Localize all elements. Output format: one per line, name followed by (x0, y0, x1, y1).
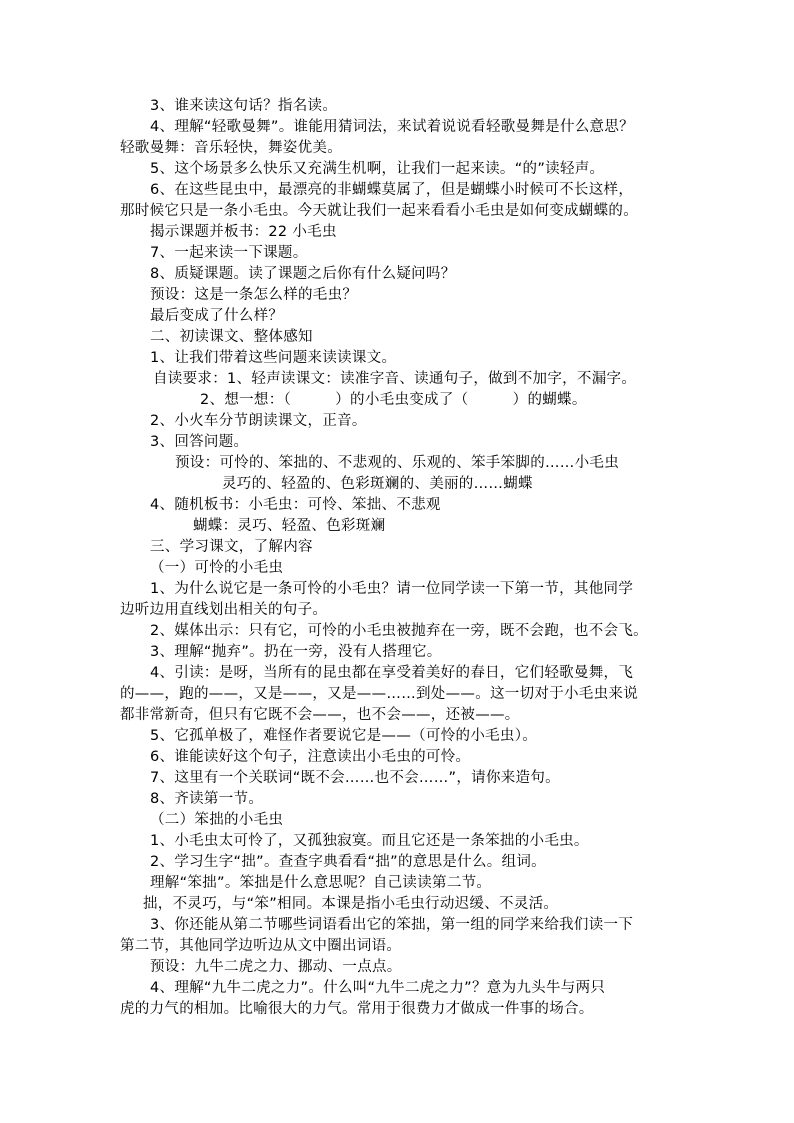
text-line: 1、让我们带着这些问题来读读课文。 (150, 350, 397, 366)
text-line: 预设：这是一条怎么样的毛虫？ (150, 287, 358, 303)
subsection-heading: （二）笨拙的小毛虫 (150, 812, 284, 828)
text-line: 1、小毛虫太可怜了，又孤独寂寞。而且它还是一条笨拙的小毛虫。 (150, 833, 589, 849)
text-line: 2、想一想：（ ）的小毛虫变成了（ ）的蝴蝶。 (200, 392, 587, 408)
text-line: 3、谁来读这句话？指名读。 (150, 98, 338, 114)
text-line: 4、随机板书：小毛虫：可怜、笨拙、不悲观 (150, 497, 441, 513)
text-line: 预设：可怜的、笨拙的、不悲观的、乐观的、笨手笨脚的……小毛虫 (175, 455, 619, 471)
text-line: 都非常新奇，但只有它既不会——，也不会——，还被——。 (120, 707, 520, 723)
text-line: 6、谁能读好这个句子，注意读出小毛虫的可怜。 (150, 749, 471, 765)
text-line: 7、一起来读一下课题。 (150, 245, 308, 261)
text-line: 预设：九牛二虎之力、挪动、一点点。 (150, 959, 402, 975)
text-line: 拙，不灵巧，与“笨”相同。本课是指小毛虫行动迟缓、不灵活。 (143, 896, 559, 912)
text-line: 边听边用直线划出相关的句子。 (120, 602, 328, 618)
text-line: 自读要求：1、轻声读课文：读准字音、读通句子，做到不加字，不漏字。 (153, 371, 637, 387)
text-line: 2、小火车分节朗读课文，正音。 (150, 413, 367, 429)
text-line: 2、媒体出示：只有它，可怜的小毛虫被抛弃在一旁，既不会跑，也不会飞。 (150, 623, 648, 639)
text-line: 7、这里有一个关联词“既不会……也不会……”，请你来造句。 (150, 770, 560, 786)
text-line: 理解“笨拙”。笨拙是什么意思呢？自己读读第二节。 (150, 875, 492, 891)
text-line: 轻歌曼舞：音乐轻快，舞姿优美。 (120, 140, 342, 156)
text-line: 揭示课题并板书：22 小毛虫 (150, 224, 337, 240)
section-heading: 二、初读课文、整体感知 (150, 329, 313, 345)
text-line: 最后变成了什么样？ (150, 308, 284, 324)
section-heading: 三、学习课文，了解内容 (150, 539, 313, 555)
text-line: 的——，跑的——，又是——，又是——……到处——。这一切对于小毛虫来说 (120, 686, 638, 702)
text-line: 2、学习生字“拙”。查查字典看看“拙”的意思是什么。组词。 (150, 854, 546, 870)
text-line: 3、回答问题。 (150, 434, 249, 450)
text-line: 4、理解“九牛二虎之力”。什么叫“九牛二虎之力”？意为九头牛与两只 (150, 980, 606, 996)
text-line: 4、理解“轻歌曼舞”。谁能用猜词法，来试着说说看轻歌曼舞是什么意思？ (150, 119, 634, 135)
text-line: 4、引读：是呀，当所有的昆虫都在享受着美好的春日，它们轻歌曼舞，飞 (150, 665, 634, 681)
subsection-heading: （一）可怜的小毛虫 (150, 560, 284, 576)
text-line: 3、你还能从第二节哪些词语看出它的笨拙，第一组的同学来给我们读一下 (150, 917, 634, 933)
text-line: 虎的力气的相加。比喻很大的力气。常用于很费力才做成一件事的场合。 (120, 1001, 594, 1017)
text-line: 5、这个场景多么快乐又充满生机啊，让我们一起来读。“的”读轻声。 (150, 161, 605, 177)
text-line: 5、它孤单极了，难怪作者要说它是——（可怜的小毛虫）。 (150, 728, 538, 744)
text-line: 8、质疑课题。读了课题之后你有什么疑问吗？ (150, 266, 456, 282)
text-line: 那时候它只是一条小毛虫。今天就让我们一起来看看小毛虫是如何变成蝴蝶的。 (120, 203, 638, 219)
text-line: 蝴蝶：灵巧、轻盈、色彩斑斓 (193, 518, 386, 534)
text-line: 8、齐读第一节。 (150, 791, 264, 807)
text-line: 6、在这些昆虫中，最漂亮的非蝴蝶莫属了，但是蝴蝶小时候可不长这样， (150, 182, 634, 198)
text-line: 灵巧的、轻盈的、色彩斑斓的、美丽的……蝴蝶 (222, 476, 533, 492)
text-line: 3、理解“抛弃”。扔在一旁，没有人搭理它。 (150, 644, 442, 660)
text-line: 第二节，其他同学边听边从文中圈出词语。 (120, 938, 402, 954)
text-line: 1、为什么说它是一条可怜的小毛虫？请一位同学读一下第一节，其他同学 (150, 581, 634, 597)
